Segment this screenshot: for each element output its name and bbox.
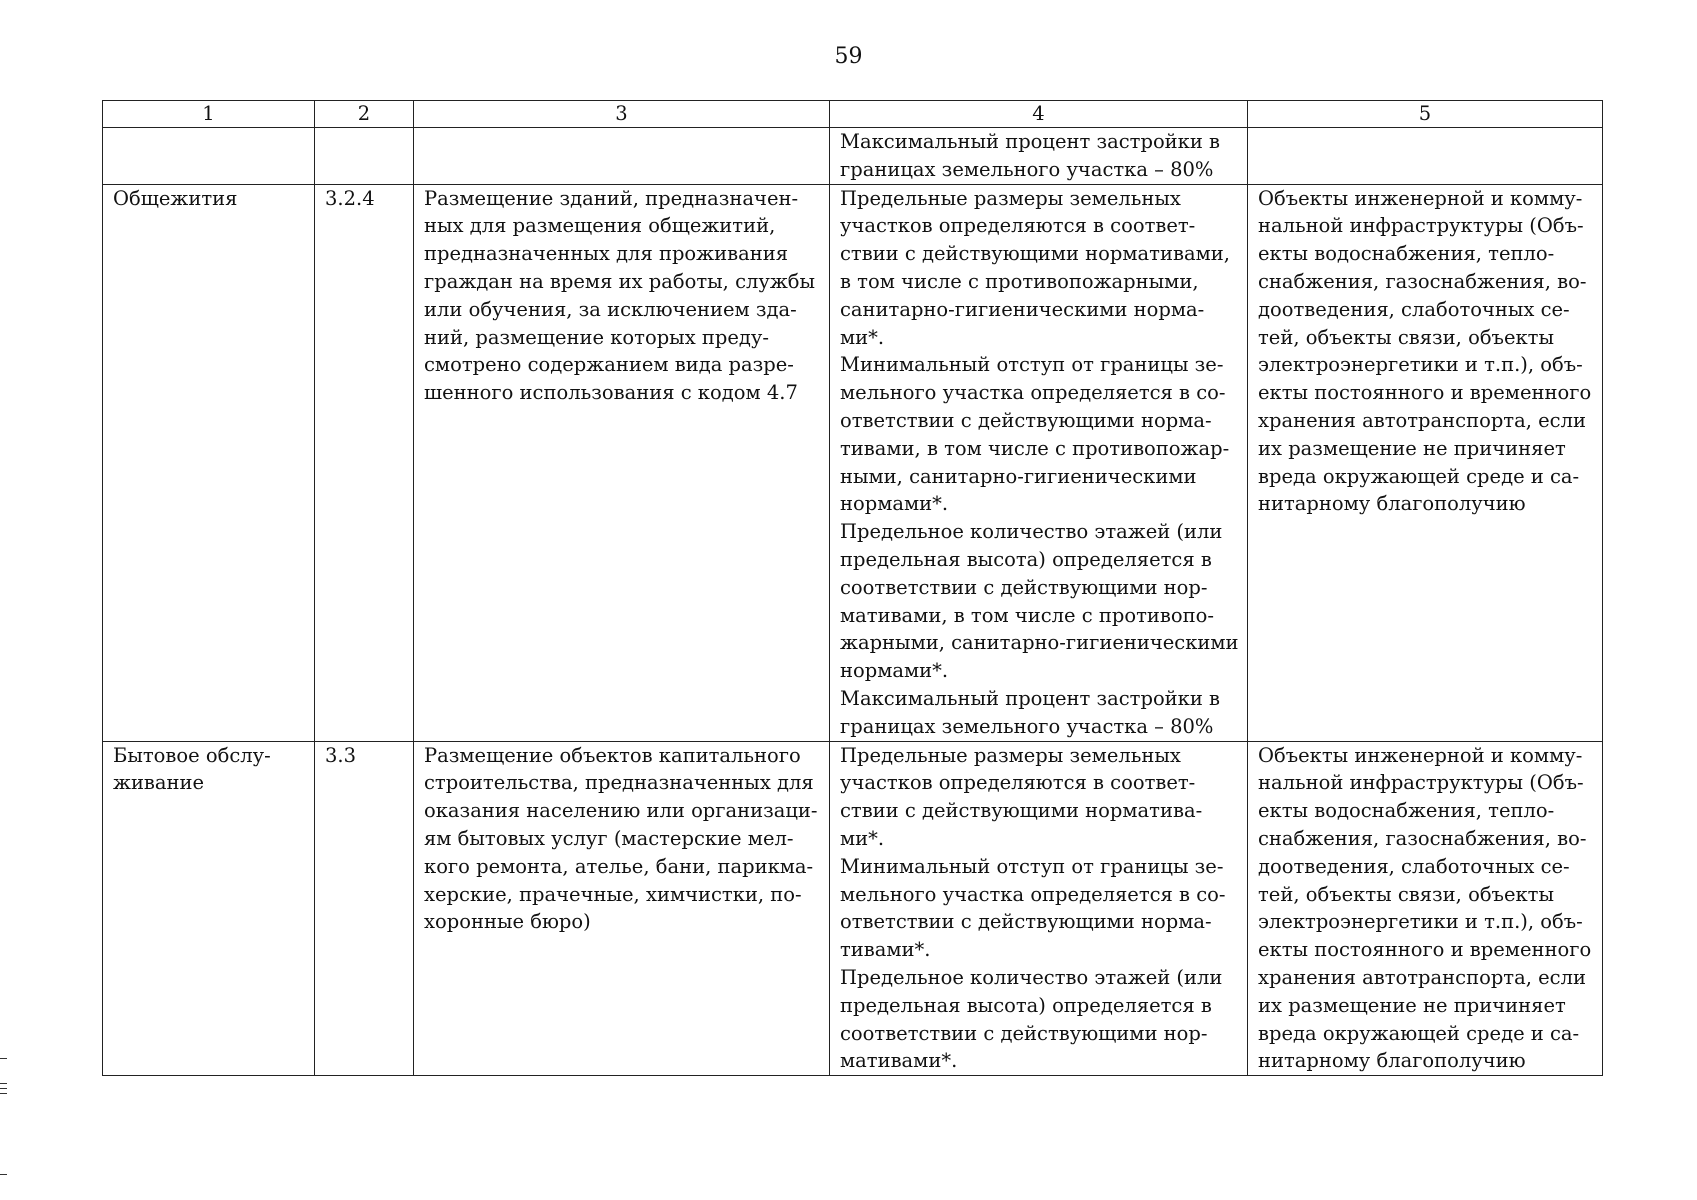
cell-auxiliary-uses xyxy=(1248,741,1603,1076)
scan-margin-mark xyxy=(0,1093,7,1094)
cell-line: предназначенных для проживания xyxy=(424,242,788,266)
cell-line: участков определяются в соответ- xyxy=(840,771,1196,795)
cell-line: соответствии с действующими нор- xyxy=(840,575,1208,599)
cell-use-code xyxy=(315,741,414,1076)
cell-line: нальной инфраструктуры (Объ- xyxy=(1258,214,1584,238)
cell-line: санитарно-гигиеническими норма- xyxy=(840,297,1205,321)
cell-line: мативами*. xyxy=(840,1049,958,1073)
cell-line: тивами*. xyxy=(840,938,931,962)
cell-line: Минимальный отступ от границы зе- xyxy=(840,353,1224,377)
cell-line: Максимальный процент застройки в xyxy=(840,130,1221,153)
cell-line: ответствии с действующими норма- xyxy=(840,408,1212,432)
cell-line: екты постоянного и временного xyxy=(1258,381,1592,405)
cell-line: ных для размещения общежитий, xyxy=(424,214,776,238)
cell-line: тей, объекты связи, объекты xyxy=(1258,882,1554,906)
cell-line: их размещение не причиняет xyxy=(1258,993,1566,1017)
cell-line: Размещение зданий, предназначен- xyxy=(424,186,799,210)
cell-line: тей, объекты связи, объекты xyxy=(1258,325,1554,349)
cell-auxiliary-uses xyxy=(1248,128,1603,185)
cell-auxiliary-uses xyxy=(1248,184,1603,741)
column-header-2: 2 xyxy=(315,101,414,128)
cell-line: Предельное количество этажей (или xyxy=(840,520,1223,544)
table-header-row xyxy=(103,101,1603,128)
cell-line: строительства, предназначенных для xyxy=(424,771,814,795)
cell-line: Объекты инженерной и комму- xyxy=(1258,186,1583,210)
cell-line: 3.3 xyxy=(325,743,357,767)
cell-line: предельная высота) определяется в xyxy=(840,993,1212,1017)
cell-line: вреда окружающей среде и са- xyxy=(1258,1021,1580,1045)
cell-line: ствии с действующими нормативами, xyxy=(840,242,1230,266)
cell-line: оказания населению или организаци- xyxy=(424,799,818,823)
cell-line: доотведения, слаботочных се- xyxy=(1258,854,1570,878)
cell-line: Максимальный процент застройки в xyxy=(840,686,1221,710)
cell-line: электроэнергетики и т.п.), объ- xyxy=(1258,353,1583,377)
cell-line: екты постоянного и временного xyxy=(1258,938,1592,962)
cell-line: их размещение не причиняет xyxy=(1258,436,1566,460)
cell-use-name xyxy=(103,184,315,741)
column-header-3: 3 xyxy=(414,101,830,128)
cell-line: ответствии с действующими норма- xyxy=(840,910,1212,934)
cell-line: ми*. xyxy=(840,325,885,349)
cell-line: хранения автотранспорта, если xyxy=(1258,408,1586,432)
cell-line: соответствии с действующими нор- xyxy=(840,1021,1208,1045)
table-row xyxy=(103,128,1603,185)
cell-line: электроэнергетики и т.п.), объ- xyxy=(1258,910,1583,934)
cell-line: ствии с действующими норматива- xyxy=(840,799,1203,823)
cell-line: доотведения, слаботочных се- xyxy=(1258,297,1570,321)
scan-margin-mark xyxy=(0,1083,7,1084)
cell-line: жарными, санитарно-гигиеническими xyxy=(840,631,1239,655)
cell-line: Бытовое обслу- xyxy=(113,743,271,767)
cell-use-description xyxy=(414,741,830,1076)
scan-margin-mark xyxy=(0,1088,7,1089)
page-number: 59 xyxy=(834,44,863,69)
cell-line: или обучения, за исключением зда- xyxy=(424,297,797,321)
cell-line: хранения автотранспорта, если xyxy=(1258,965,1586,989)
cell-line: Предельные размеры земельных xyxy=(840,743,1181,767)
cell-use-code xyxy=(315,128,414,185)
scan-margin-mark xyxy=(0,1174,7,1175)
cell-line: ми*. xyxy=(840,826,885,850)
table-row xyxy=(103,184,1603,741)
column-header-1: 1 xyxy=(103,101,315,128)
cell-line: граждан на время их работы, службы xyxy=(424,269,816,293)
cell-line: участков определяются в соответ- xyxy=(840,214,1196,238)
cell-line: Размещение объектов капитального xyxy=(424,743,801,767)
cell-line: в том числе с противопожарными, xyxy=(840,269,1199,293)
cell-line: тивами, в том числе с противопожар- xyxy=(840,436,1230,460)
table-row xyxy=(103,741,1603,1076)
cell-line: нитарному благополучию xyxy=(1258,492,1526,516)
cell-line: снабжения, газоснабжения, во- xyxy=(1258,269,1587,293)
cell-line: Минимальный отступ от границы зе- xyxy=(840,854,1224,878)
cell-line: ям бытовых услуг (мастерские мел- xyxy=(424,826,794,850)
cell-line: границах земельного участка – 80% xyxy=(840,714,1214,738)
cell-line: кого ремонта, ателье, бани, парикма- xyxy=(424,854,814,878)
cell-line: екты водоснабжения, тепло- xyxy=(1258,242,1555,266)
cell-line: хоронные бюро) xyxy=(424,910,591,934)
cell-line: ными, санитарно-гигиеническими xyxy=(840,464,1197,488)
cell-line: екты водоснабжения, тепло- xyxy=(1258,799,1555,823)
cell-line: живание xyxy=(113,771,205,795)
column-header-4: 4 xyxy=(830,101,1248,128)
cell-line: вреда окружающей среде и са- xyxy=(1258,464,1580,488)
cell-line: 3.2.4 xyxy=(325,186,375,210)
cell-use-description xyxy=(414,184,830,741)
cell-parameters xyxy=(830,184,1248,741)
cell-line: Предельные размеры земельных xyxy=(840,186,1181,210)
cell-line: границах земельного участка – 80% xyxy=(840,157,1214,181)
cell-line: предельная высота) определяется в xyxy=(840,547,1212,571)
regulations-table xyxy=(102,100,1603,1076)
cell-use-name xyxy=(103,741,315,1076)
cell-line: нитарному благополучию xyxy=(1258,1049,1526,1073)
cell-use-name xyxy=(103,128,315,185)
cell-line: снабжения, газоснабжения, во- xyxy=(1258,826,1587,850)
cell-line: смотрено содержанием вида разре- xyxy=(424,353,794,377)
cell-line: Предельное количество этажей (или xyxy=(840,965,1223,989)
cell-line: херские, прачечные, химчистки, по- xyxy=(424,882,802,906)
cell-line: нормами*. xyxy=(840,492,949,516)
cell-line: шенного использования с кодом 4.7 xyxy=(424,381,798,405)
column-header-5: 5 xyxy=(1248,101,1603,128)
cell-use-code xyxy=(315,184,414,741)
cell-use-description xyxy=(414,128,830,185)
cell-line: мативами, в том числе с противопо- xyxy=(840,603,1214,627)
cell-parameters xyxy=(830,741,1248,1076)
cell-line: Общежития xyxy=(113,186,238,210)
cell-line: нальной инфраструктуры (Объ- xyxy=(1258,771,1584,795)
scan-margin-mark xyxy=(0,1058,7,1059)
cell-line: мельного участка определяется в со- xyxy=(840,381,1226,405)
cell-line: ний, размещение которых преду- xyxy=(424,325,769,349)
cell-line: Объекты инженерной и комму- xyxy=(1258,743,1583,767)
cell-line: мельного участка определяется в со- xyxy=(840,882,1226,906)
cell-parameters xyxy=(830,128,1248,185)
cell-line: нормами*. xyxy=(840,659,949,683)
